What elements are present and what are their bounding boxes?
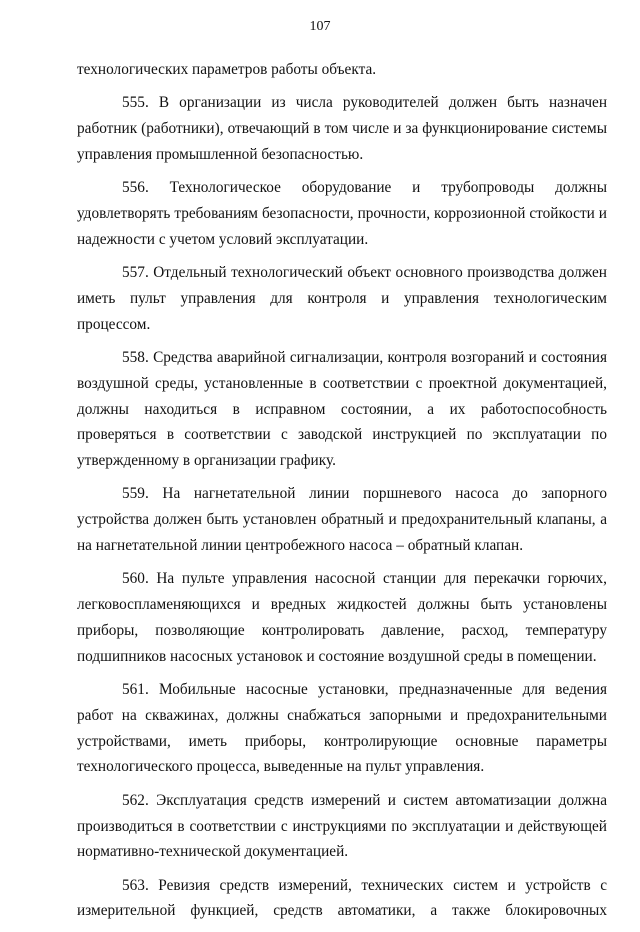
- paragraph-561: 561. Мобильные насосные установки, предназначенные для ведения работ на скважинах, должны снабжаться запорными и предохранительными устройствами, иметь приборы, контролирующие основные параметры технологического процесса, выведенные на пульт управления.: [77, 681, 607, 776]
- paragraph-559: 559. На нагнетательной линии поршневого насоса до запорного устройства должен быть установлен обратный и предохранительный клапаны, а на нагнетательной линии центробежного насоса – обратный клапан.: [77, 485, 607, 555]
- paragraph-562: 562. Эксплуатация средств измерений и систем автоматизации должна производиться в соответствии с инструкциями по эксплуатации и действующей нормативно-технической документацией.: [77, 791, 607, 861]
- paragraph-continuation: технологических параметров работы объекта.: [77, 61, 377, 78]
- paragraph-560: 560. На пульте управления насосной станции для перекачки горючих, легковоспламеняющихся и вредных жидкостей должны быть установлены приборы, позволяющие контролировать давление, расход, температуру подшипников насосных установок и состояние воздушной среды в помещении.: [77, 570, 607, 665]
- paragraph-557: 557. Отдельный технологический объект основного производства должен иметь пульт управления для контроля и управления технологическим процессом.: [77, 264, 607, 333]
- body-text: [77, 57, 607, 932]
- paragraph-556: 556. Технологическое оборудование и трубопроводы должны удовлетворять требованиям безопасности, прочности, коррозионной стойкости и надежности с учетом условий эксплуатации.: [77, 179, 607, 248]
- paragraph-555: 555. В организации из числа руководителей должен быть назначен работник (работники), отвечающий в том числе и за функционирование системы управления промышленной безопасностью.: [77, 94, 607, 163]
- paragraph-563: 563. Ревизия средств измерений, технических систем и устройств с измерительной функцией, средств автоматики, а также блокировочных: [77, 876, 607, 920]
- page-number: 107: [309, 19, 331, 34]
- paragraph-558: 558. Средства аварийной сигнализации, контроля возгораний и состояния воздушной среды, установленные в соответствии с проектной документацией, должны находиться в исправном состоянии, а их работоспособность проверяться в соответствии с заводской инструкцией по эксплуатации по утвержденному в организации графику.: [77, 348, 607, 470]
